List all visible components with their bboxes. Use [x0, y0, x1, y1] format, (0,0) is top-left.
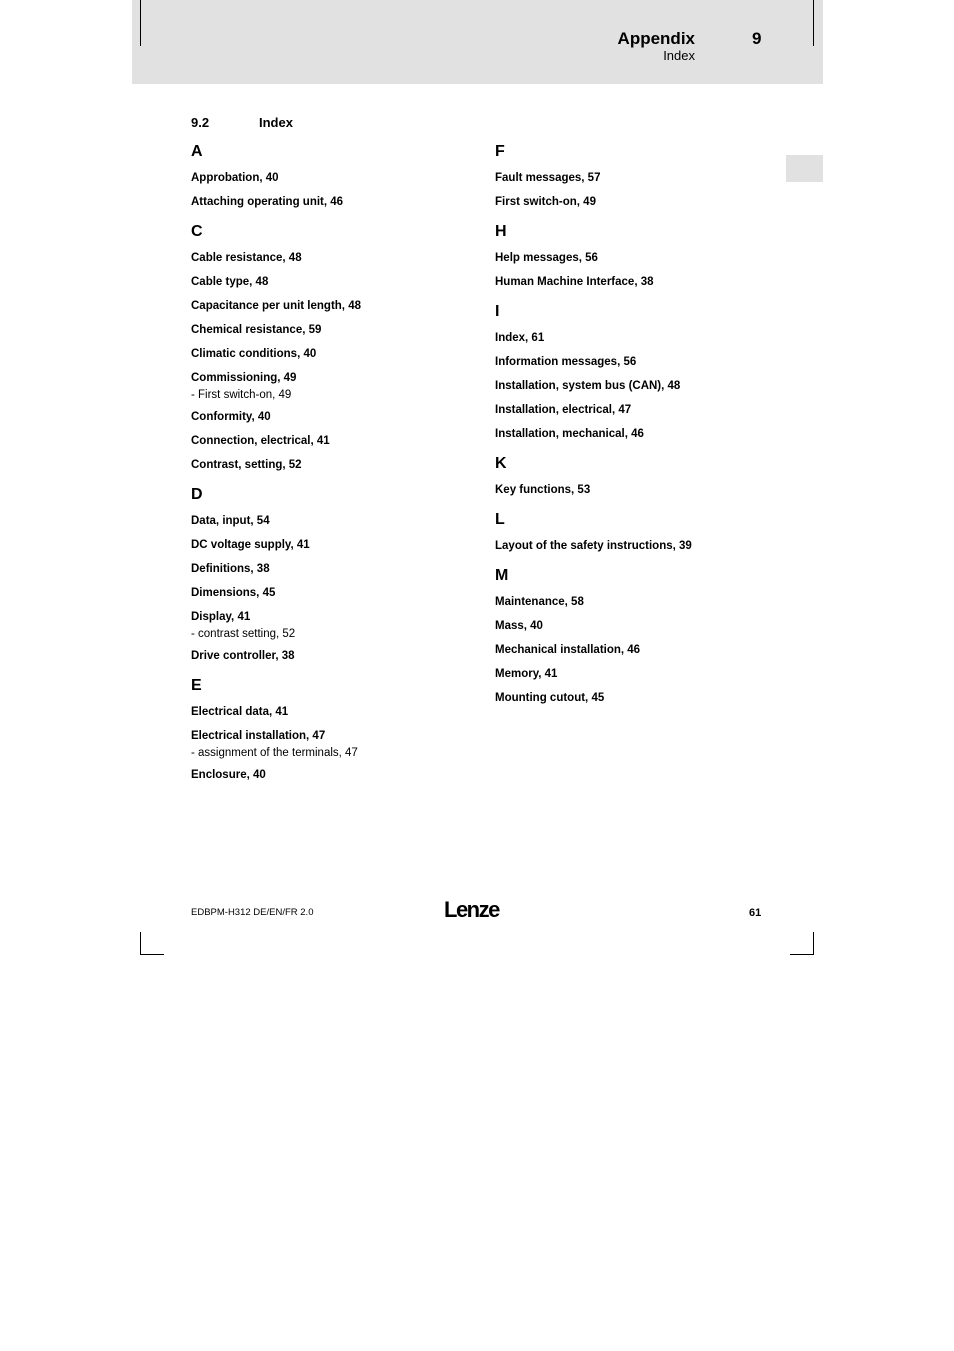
index-entry[interactable]: Layout of the safety instructions, 39 [495, 540, 692, 552]
index-letter: K [495, 455, 507, 472]
index-entry[interactable]: Key functions, 53 [495, 484, 591, 496]
header-band [132, 0, 823, 84]
index-entry[interactable]: Mounting cutout, 45 [495, 692, 605, 704]
index-letter: A [191, 143, 203, 160]
index-entry[interactable]: Information messages, 56 [495, 356, 637, 368]
index-entry[interactable]: Definitions, 38 [191, 563, 270, 575]
index-entry[interactable]: Electrical data, 41 [191, 706, 289, 718]
index-letter: C [191, 223, 203, 240]
header-title: Appendix [617, 29, 695, 48]
index-entry[interactable]: Drive controller, 38 [191, 650, 295, 662]
index-group [191, 485, 481, 668]
index-entry[interactable]: Climatic conditions, 40 [191, 348, 317, 360]
index-group [191, 222, 481, 477]
index-entry[interactable]: Cable resistance, 48 [191, 252, 302, 264]
header-subtitle: Index [663, 48, 695, 63]
index-entry[interactable]: Commissioning, 49 [191, 372, 297, 384]
crop-mark-top-right [813, 0, 814, 46]
crop-mark-bottom-right-h [790, 954, 814, 955]
index-entry[interactable]: Mechanical installation, 46 [495, 644, 641, 656]
index-entry[interactable]: Enclosure, 40 [191, 769, 266, 781]
index-group [495, 454, 785, 502]
index-column-right [495, 142, 785, 718]
index-group [495, 510, 785, 558]
index-letter: F [495, 143, 505, 160]
section-title: Index [259, 115, 293, 130]
index-entry[interactable]: Approbation, 40 [191, 172, 279, 184]
index-group [191, 142, 481, 214]
index-entry[interactable]: Installation, mechanical, 46 [495, 428, 644, 440]
index-entry[interactable]: DC voltage supply, 41 [191, 539, 310, 551]
index-entry[interactable]: Maintenance, 58 [495, 596, 584, 608]
crop-mark-top-left [140, 0, 141, 46]
footer-document-id: EDBPM-H312 DE/EN/FR 2.0 [191, 907, 314, 918]
index-group [495, 302, 785, 446]
index-letter: L [495, 511, 505, 528]
index-entry[interactable]: Chemical resistance, 59 [191, 324, 322, 336]
crop-mark-bottom-right-v [813, 932, 814, 955]
index-column-left [191, 142, 481, 795]
index-entry[interactable]: Dimensions, 45 [191, 587, 276, 599]
index-letter: H [495, 223, 507, 240]
index-entry[interactable]: First switch-on, 49 [495, 196, 596, 208]
crop-mark-bottom-left-h [140, 954, 164, 955]
lenze-logo-text: Lenze [444, 897, 499, 922]
index-subentry[interactable]: - First switch-on, 49 [191, 389, 292, 401]
index-entry[interactable]: Installation, system bus (CAN), 48 [495, 380, 681, 392]
index-entry[interactable]: Mass, 40 [495, 620, 543, 632]
index-entry[interactable]: Capacitance per unit length, 48 [191, 300, 361, 312]
lenze-logo [443, 893, 509, 923]
index-entry[interactable]: Human Machine Interface, 38 [495, 276, 654, 288]
index-entry[interactable]: Conformity, 40 [191, 411, 271, 423]
index-entry[interactable]: Index, 61 [495, 332, 545, 344]
index-letter: I [495, 303, 500, 320]
header-chapter-number: 9 [752, 29, 762, 48]
index-entry[interactable]: Data, input, 54 [191, 515, 270, 527]
chapter-side-tab [786, 155, 823, 182]
index-entry[interactable]: Attaching operating unit, 46 [191, 196, 344, 208]
index-entry[interactable]: Installation, electrical, 47 [495, 404, 632, 416]
index-entry[interactable]: Contrast, setting, 52 [191, 459, 302, 471]
index-letter: E [191, 677, 202, 694]
index-entry[interactable]: Connection, electrical, 41 [191, 435, 330, 447]
index-subentry[interactable]: - assignment of the terminals, 47 [191, 747, 358, 759]
index-entry[interactable]: Cable type, 48 [191, 276, 269, 288]
index-entry[interactable]: Help messages, 56 [495, 252, 598, 264]
index-letter: M [495, 567, 509, 584]
index-entry[interactable]: Electrical installation, 47 [191, 730, 326, 742]
index-subentry[interactable]: - contrast setting, 52 [191, 628, 296, 640]
index-group [495, 142, 785, 214]
index-group [495, 566, 785, 710]
crop-mark-bottom-left-v [140, 932, 141, 955]
index-group [191, 676, 481, 787]
index-entry[interactable]: Display, 41 [191, 611, 251, 623]
footer-page-number: 61 [749, 907, 762, 919]
index-entry[interactable]: Fault messages, 57 [495, 172, 601, 184]
index-entry[interactable]: Memory, 41 [495, 668, 558, 680]
index-group [495, 222, 785, 294]
section-number: 9.2 [191, 115, 210, 130]
index-letter: D [191, 486, 203, 503]
